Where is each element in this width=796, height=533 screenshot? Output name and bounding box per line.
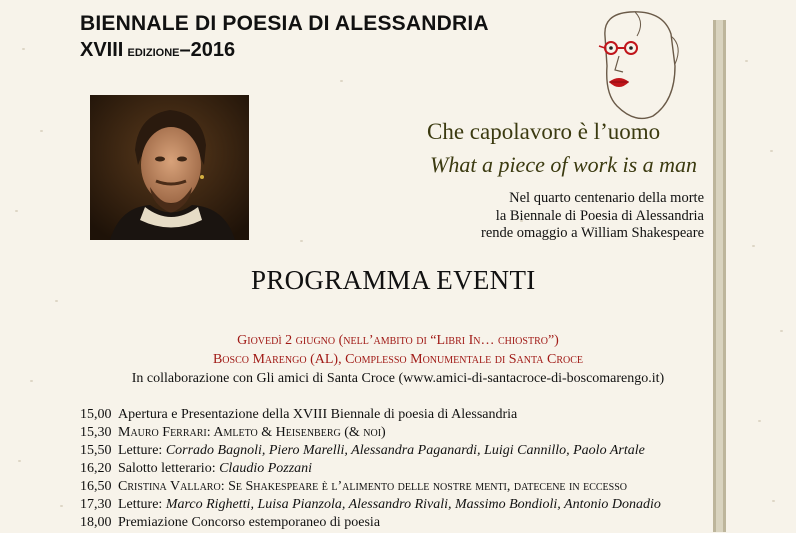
side-rule-inner <box>716 20 723 532</box>
schedule-time: 17,30 <box>80 497 112 512</box>
schedule-names: Corrado Bagnoli, Piero Marelli, Alessandra Paganardi, Luigi Cannillo, Paolo Artale <box>165 443 645 458</box>
edition-year: –2016 <box>179 39 236 61</box>
motto-italian: Che capolavoro è l’uomo <box>427 119 661 144</box>
tribute-line: la Biennale di Poesia di Alessandria <box>495 207 704 224</box>
shakespeare-portrait-image <box>90 95 249 240</box>
schedule-names: Marco Righetti, Luisa Pianzola, Alessandro Rivali, Massimo Bondioli, Antonio Donadio <box>165 497 661 512</box>
schedule-text: Mauro Ferrari: Amleto & Heisenberg (& noi) <box>118 425 386 440</box>
face-sketch-logo <box>575 6 690 126</box>
motto-english: What a piece of work is a man <box>430 152 698 177</box>
schedule-label: Letture: <box>118 497 166 512</box>
schedule-label: Salotto letterario: <box>118 461 220 476</box>
schedule-text: Apertura e Presentazione della XVIII Biennale di poesia di Alessandria <box>118 407 518 422</box>
edition-number: XVIII <box>80 39 124 61</box>
tribute-line: Nel quarto centenario della morte <box>509 190 704 206</box>
schedule-text <box>118 461 312 477</box>
event-date: Giovedì 2 giugno (nell’ambito di “Libri In… chiostro”) <box>237 333 559 348</box>
biennale-title: BIENNALE DI POESIA DI ALESSANDRIA <box>80 12 489 35</box>
schedule-label: Letture: <box>118 443 166 458</box>
collaboration-note: In collaborazione con Gli amici di Santa Croce (www.amici-di-santacroce-di-boscomarengo.it) <box>131 371 665 386</box>
schedule-text <box>118 497 661 513</box>
edition-line <box>80 39 235 62</box>
schedule-time: 15,30 <box>80 425 112 440</box>
schedule-time: 16,20 <box>80 461 112 476</box>
tribute-text <box>481 190 704 243</box>
programma-heading: PROGRAMMA EVENTI <box>251 265 536 295</box>
edition-word: edizione <box>123 43 180 60</box>
schedule-time: 18,00 <box>80 515 112 530</box>
schedule-text <box>118 443 645 459</box>
schedule-text: Cristina Vallaro: Se Shakespeare è l’alimento delle nostre menti, datecene in eccesso <box>118 479 627 494</box>
event-venue: Bosco Marengo (AL), Complesso Monumentale di Santa Croce <box>212 352 584 367</box>
schedule-time: 16,50 <box>80 479 112 494</box>
schedule-text: Premiazione Concorso estemporaneo di poesia <box>118 515 381 530</box>
schedule-time: 15,50 <box>80 443 112 458</box>
schedule-names: Claudio Pozzani <box>219 461 313 476</box>
schedule-time: 15,00 <box>80 407 112 422</box>
tribute-line: rende omaggio a William Shakespeare <box>480 225 704 241</box>
